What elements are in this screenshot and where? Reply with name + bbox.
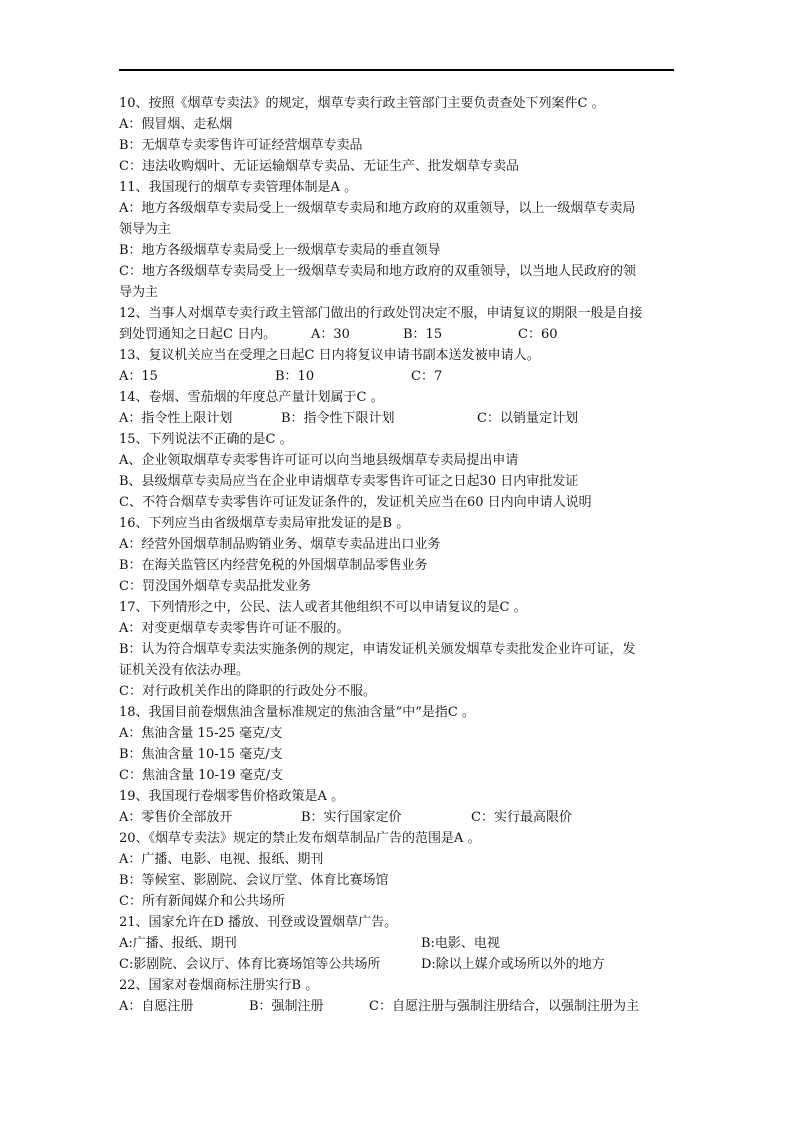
options-21-row1 — [119, 933, 679, 954]
question-12-text: 到处罚通知之日起C 日内。 — [119, 327, 277, 342]
option-20-b: B：等候室、影剧院、会议厅堂、体育比赛场馆 — [119, 873, 389, 888]
question-17: 17、下列情形之中，公民、法人或者其他组织不可以申请复议的是C 。 — [119, 600, 527, 615]
option-10-a: A：假冒烟、走私烟 — [119, 117, 233, 132]
option-21-c: C:影剧院、会议厅、体育比赛场馆等公共场所 — [119, 957, 381, 972]
option-21-b: B:电影、电视 — [421, 936, 500, 951]
option-21-a: A:广播、报纸、期刊 — [119, 936, 237, 951]
option-10-c: C：违法收购烟叶、无证运输烟草专卖品、无证生产、批发烟草专卖品 — [119, 159, 519, 174]
options-19 — [119, 807, 679, 828]
option-13-c: C：7 — [411, 369, 443, 384]
option-16-b: B：在海关监管区内经营免税的外国烟草制品零售业务 — [119, 558, 428, 573]
option-11-b: B：地方各级烟草专卖局受上一级烟草专卖局的垂直领导 — [119, 243, 441, 258]
question-14: 14、卷烟、雪茄烟的年度总产量计划属于C 。 — [119, 390, 384, 405]
option-17-c: C：对行政机关作出的降职的行政处分不服。 — [119, 684, 376, 699]
question-list — [119, 93, 679, 1017]
option-14-b: B：指令性下限计划 — [281, 411, 395, 426]
option-11-c-cont: 导为主 — [119, 285, 159, 300]
option-11-a: A：地方各级烟草专卖局受上一级烟草专卖局和地方政府的双重领导，以上一级烟草专卖局 — [119, 201, 636, 216]
option-22-a: A：自愿注册 — [119, 999, 194, 1014]
option-13-a: A：15 — [119, 369, 158, 384]
question-13: 13、复议机关应当在受理之日起C 日内将复议申请书副本送发被申请人。 — [119, 348, 540, 363]
option-10-b: B：无烟草专卖零售许可证经营烟草专卖品 — [119, 138, 363, 153]
option-17-b: B：认为符合烟草专卖法实施条例的规定，申请发证机关颁发烟草专卖批发企业许可证，发 — [119, 642, 636, 657]
option-19-c: C：实行最高限价 — [471, 810, 572, 825]
option-21-d: D:除以上媒介或场所以外的地方 — [421, 957, 605, 972]
option-11-c: C：地方各级烟草专卖局受上一级烟草专卖局和地方政府的双重领导，以当地人民政府的领 — [119, 264, 636, 279]
question-11: 11、我国现行的烟草专卖管理体制是A 。 — [119, 180, 358, 195]
question-16: 16、下列应当由省级烟草专卖局审批发证的是B 。 — [119, 516, 410, 531]
option-14-a: A：指令性上限计划 — [119, 411, 233, 426]
option-14-c: C：以销量定计划 — [477, 411, 578, 426]
question-20: 20、《烟草专卖法》规定的禁止发布烟草制品广告的范围是A 。 — [119, 831, 481, 846]
option-16-a: A：经营外国烟草制品购销业务、烟草专卖品进出口业务 — [119, 537, 441, 552]
option-12-b: B：15 — [403, 327, 443, 342]
question-12: 12、当事人对烟草专卖行政主管部门做出的行政处罚决定不服，申请复议的期限一般是自接 — [119, 306, 643, 321]
question-21: 21、国家允许在D 播放、刊登或设置烟草广告。 — [119, 915, 398, 930]
options-13 — [119, 366, 679, 387]
option-12-a: A：30 — [311, 327, 350, 342]
option-17-a: A：对变更烟草专卖零售许可证不服的。 — [119, 621, 350, 636]
option-15-a: A、企业领取烟草专卖零售许可证可以向当地县级烟草专卖局提出申请 — [119, 453, 519, 468]
options-22 — [119, 996, 679, 1017]
question-10: 10、按照《烟草专卖法》的规定，烟草专卖行政主管部门主要负责查处下列案件C 。 — [119, 96, 605, 111]
option-11-a-cont: 领导为主 — [119, 222, 172, 237]
option-18-a: A：焦油含量 15-25 毫克/支 — [119, 726, 283, 741]
option-20-a: A：广播、电影、电视、报纸、期刊 — [119, 852, 324, 867]
question-18: 18、我国目前卷烟焦油含量标准规定的焦油含量“中”是指C 。 — [119, 705, 475, 720]
options-14 — [119, 408, 679, 429]
option-13-b: B：10 — [275, 369, 315, 384]
question-12-cont — [119, 324, 679, 345]
option-19-b: B：实行国家定价 — [301, 810, 402, 825]
option-15-c: C、不符合烟草专卖零售许可证发证条件的，发证机关应当在60 日内向申请人说明 — [119, 495, 592, 510]
option-12-c: C：60 — [518, 327, 558, 342]
option-20-c: C：所有新闻媒介和公共场所 — [119, 894, 285, 909]
option-22-b: B：强制注册 — [249, 999, 324, 1014]
header-rule — [119, 69, 674, 71]
option-18-b: B：焦油含量 10-15 毫克/支 — [119, 747, 283, 762]
question-22: 22、国家对卷烟商标注册实行B 。 — [119, 978, 319, 993]
option-22-c: C：自愿注册与强制注册结合，以强制注册为主 — [369, 999, 639, 1014]
option-18-c: C：焦油含量 10-19 毫克/支 — [119, 768, 284, 783]
options-21-row2 — [119, 954, 679, 975]
option-17-b-cont: 证机关没有依法办理。 — [119, 663, 250, 678]
option-16-c: C：罚没国外烟草专卖品批发业务 — [119, 579, 311, 594]
question-15: 15、下列说法不正确的是C 。 — [119, 432, 293, 447]
option-15-b: B、县级烟草专卖局应当在企业申请烟草专卖零售许可证之日起30 日内审批发证 — [119, 474, 579, 489]
option-19-a: A：零售价全部放开 — [119, 810, 233, 825]
question-19: 19、我国现行卷烟零售价格政策是A 。 — [119, 789, 345, 804]
